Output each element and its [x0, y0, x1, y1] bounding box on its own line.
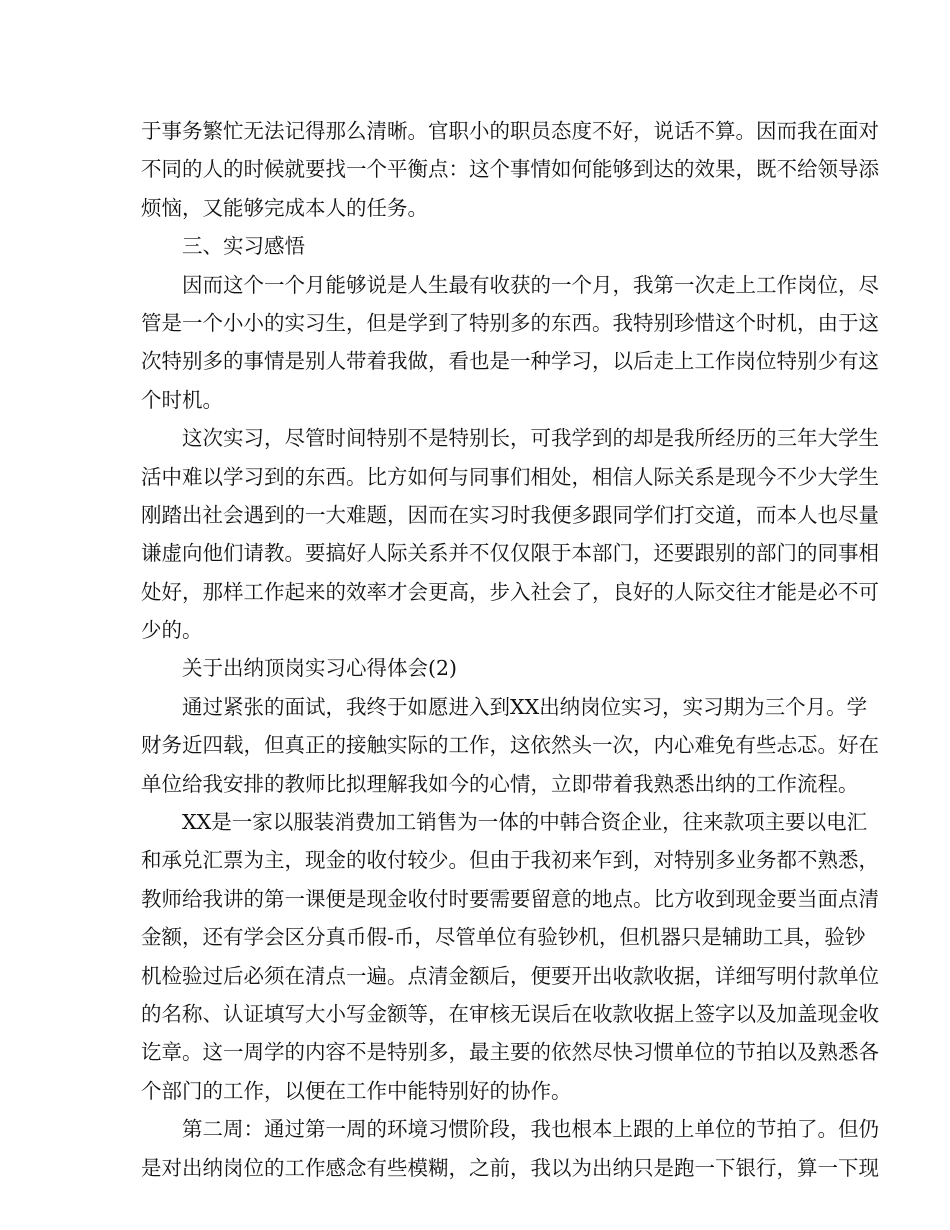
text-line: 次特别多的事情是别人带着我做，看也是一种学习，以后走上工作岗位特别少有这: [141, 349, 879, 374]
document-body: [141, 112, 879, 1187]
text-line: 第二周：通过第一周的环境习惯阶段，我也根本上跟的上单位的节拍了。但仍: [182, 1117, 879, 1142]
text-line: 金额，还有学会区分真币假-币，尽管单位有验钞机，但机器只是辅助工具，验钞: [141, 925, 866, 950]
text-line: 因而这个一个月能够说是人生最有收获的一个月，我第一次走上工作岗位，尽: [182, 272, 879, 297]
text-line: 教师给我讲的第一课便是现金收付时要需要留意的地点。比方收到现金要当面点清: [141, 886, 879, 911]
text-line: 和承兑汇票为主，现金的收付较少。但由于我初来乍到，对特别多业务都不熟悉，: [141, 848, 879, 873]
text-line: 管是一个小小的实习生，但是学到了特别多的东西。我特别珍惜这个时机，由于这: [141, 310, 879, 335]
text-line: XX是一家以服装消费加工销售为一体的中韩合资企业，往来款项主要以电汇: [182, 810, 868, 835]
text-line: 通过紧张的面试，我终于如愿进入到XX出纳岗位实习，实习期为三个月。学: [182, 694, 868, 719]
text-line: 于事务繁忙无法记得那么清晰。官职小的职员态度不好，说话不算。因而我在面对: [141, 119, 879, 143]
text-line: 不同的人的时候就要找一个平衡点：这个事情如何能够到达的效果，既不给领导添: [141, 157, 879, 182]
text-line: 的名称、认证填写大小写金额等，在审核无误后在收款收据上签字以及加盖现金收: [141, 1001, 879, 1026]
text-line: 单位给我安排的教师比拟理解我如今的心情，立即带着我熟悉出纳的工作流程。: [141, 771, 859, 796]
text-line: 财务近四载，但真正的接触实际的工作，这依然头一次，内心难免有些忐忑。好在: [141, 733, 879, 758]
text-line: 少的。: [141, 618, 203, 643]
text-line: 三、实习感悟: [182, 234, 305, 259]
text-line: 讫章。这一周学的内容不是特别多，最主要的依然尽快习惯单位的节拍以及熟悉各: [141, 1040, 879, 1065]
text-line: 处好，那样工作起来的效率才会更高，步入社会了，良好的人际交往才能是必不可: [141, 579, 879, 604]
text-line: 关于出纳顶岗实习心得体会(2): [182, 656, 458, 681]
text-line: 是对出纳岗位的工作感念有些模糊，之前，我以为出纳只是跑一下银行，算一下现: [141, 1155, 879, 1180]
text-line: 个时机。: [141, 387, 223, 412]
text-line: 刚踏出社会遇到的一大难题，因而在实习时我便多跟同学们打交道，而本人也尽量: [141, 502, 879, 527]
text-line: 烦恼，又能够完成本人的任务。: [141, 195, 428, 220]
text-line: 个部门的工作，以便在工作中能特别好的协作。: [141, 1078, 572, 1103]
text-line: 这次实习，尽管时间特别不是特别长，可我学到的却是我所经历的三年大学生: [182, 426, 879, 451]
text-line: 谦虚向他们请教。要搞好人际关系并不仅仅限于本部门，还要跟别的部门的同事相: [141, 541, 879, 566]
text-line: 活中难以学习到的东西。比方如何与同事们相处，相信人际关系是现今不少大学生: [141, 464, 879, 489]
text-line: 机检验过后必须在清点一遍。点清金额后，便要开出收款收据，详细写明付款单位: [141, 963, 879, 988]
